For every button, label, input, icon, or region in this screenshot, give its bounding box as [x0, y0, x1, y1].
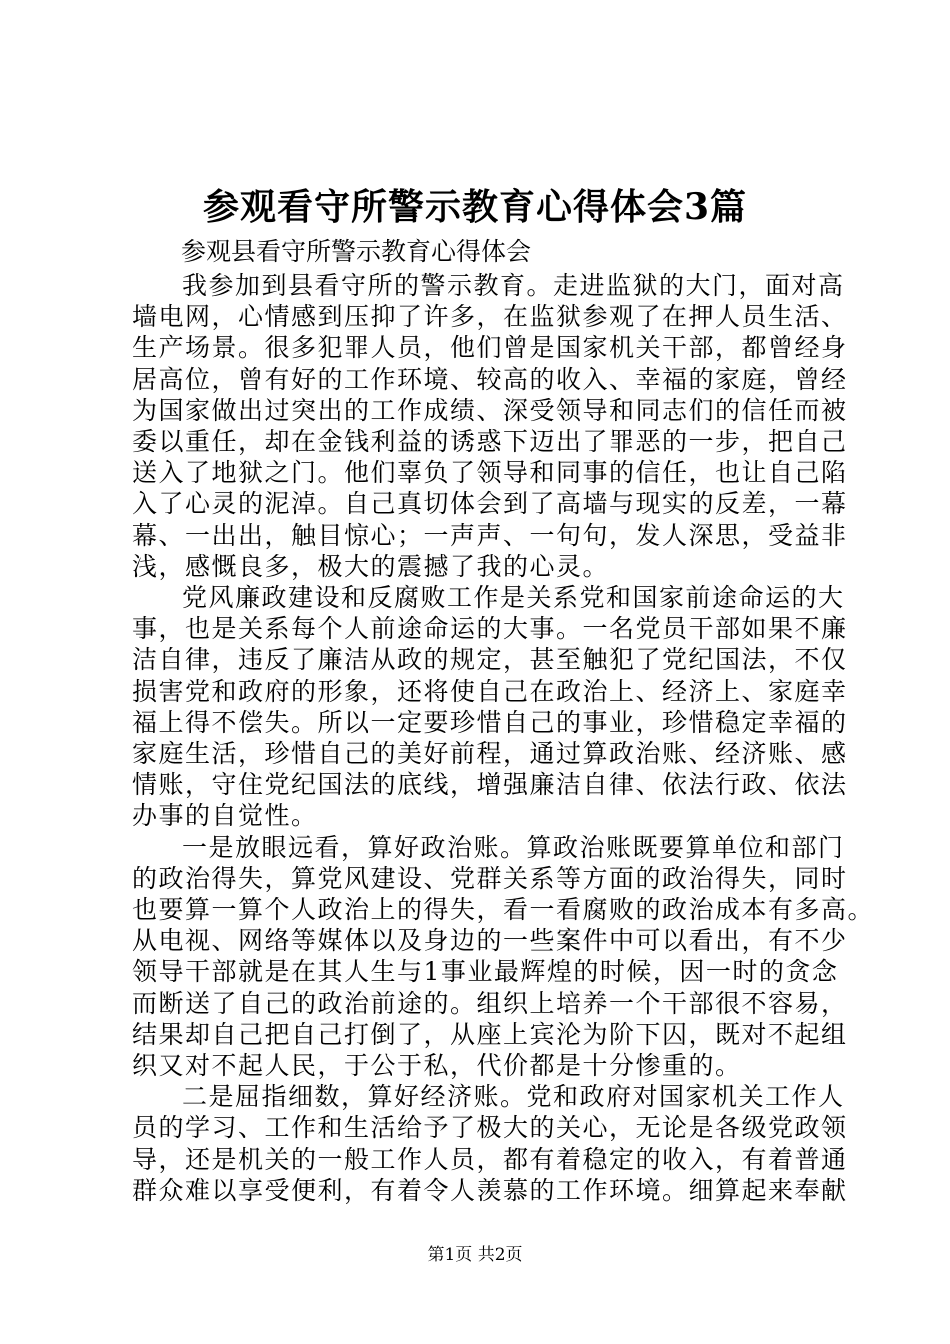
body-line: 二是屈指细数，算好经济账。党和政府对国家机关工作人	[182, 1082, 845, 1112]
body-line: 家庭生活，珍惜自己的美好前程，通过算政治账、经济账、感	[132, 739, 848, 768]
body-line: 福上得不偿失。所以一定要珍惜自己的事业，珍惜稳定幸福的	[132, 707, 848, 737]
body-line: 生产场景。很多犯罪人员，他们曾是国家机关干部，都曾经身	[132, 333, 848, 363]
document-subtitle: 参观县看守所警示教育心得体会	[181, 237, 532, 266]
body-line: 也要算一算个人政治上的得失，看一看腐败的政治成本有多高。	[132, 895, 875, 924]
body-line: 洁自律，违反了廉洁从政的规定，甚至触犯了党纪国法，不仅	[132, 645, 848, 675]
body-line: 党风廉政建设和反腐败工作是关系党和国家前途命运的大	[182, 583, 845, 612]
body-line: 从电视、网络等媒体以及身边的一些案件中可以看出，有不少	[132, 926, 848, 956]
body-line: 为国家做出过突出的工作成绩、深受领导和同志们的信任而被	[132, 395, 848, 425]
body-line: 办事的自觉性。	[132, 801, 318, 831]
body-line: 一是放眼远看，算好政治账。算政治账既要算单位和部门	[182, 832, 845, 862]
body-line: 群众难以享受便利，有着令人羡慕的工作环境。细算起来奉献	[132, 1175, 848, 1205]
document-title: 参观看守所警示教育心得体会3篇	[202, 186, 748, 228]
body-line: 我参加到县看守所的警示教育。走进监狱的大门，面对高	[182, 271, 845, 300]
body-line: 结果却自己把自己打倒了，从座上宾沦为阶下囚，既对不起组	[132, 1019, 848, 1049]
body-line: 损害党和政府的形象，还将使自己在政治上、经济上、家庭幸	[132, 676, 848, 706]
body-line: 导，还是机关的一般工作人员，都有着稳定的收入，有着普通	[132, 1144, 848, 1174]
body-line: 入了心灵的泥淖。自己真切体会到了高墙与现实的反差，一幕	[132, 489, 848, 519]
page-footer: 第1页 共2页	[427, 1245, 523, 1265]
body-line: 幕、一出出，触目惊心；一声声、一句句，发人深思，受益非	[132, 520, 848, 550]
body-line: 织又对不起人民，于公于私，代价都是十分惨重的。	[132, 1051, 742, 1080]
body-line: 而断送了自己的政治前途的。组织上培养一个干部很不容易，	[132, 988, 848, 1018]
body-line: 居高位，曾有好的工作环境、较高的收入、幸福的家庭，曾经	[132, 364, 848, 394]
body-line: 事，也是关系每个人前途命运的大事。一名党员干部如果不廉	[132, 614, 848, 644]
body-line: 情账，守住党纪国法的底线，增强廉洁自律、依法行政、依法	[132, 770, 848, 800]
body-line: 墙电网，心情感到压抑了许多，在监狱参观了在押人员生活、	[132, 302, 848, 332]
body-line: 送入了地狱之门。他们辜负了领导和同事的信任，也让自己陷	[132, 458, 848, 488]
body-line: 委以重任，却在金钱利益的诱惑下迈出了罪恶的一步，把自己	[132, 427, 848, 456]
body-line: 领导干部就是在其人生与1事业最辉煌的时候，因一时的贪念	[132, 957, 839, 987]
body-line: 的政治得失，算党风建设、党群关系等方面的政治得失，同时	[132, 863, 848, 893]
body-line: 浅，感慨良多，极大的震撼了我的心灵。	[132, 551, 610, 581]
body-line: 员的学习、工作和生活给予了极大的关心，无论是各级党政领	[132, 1113, 848, 1143]
